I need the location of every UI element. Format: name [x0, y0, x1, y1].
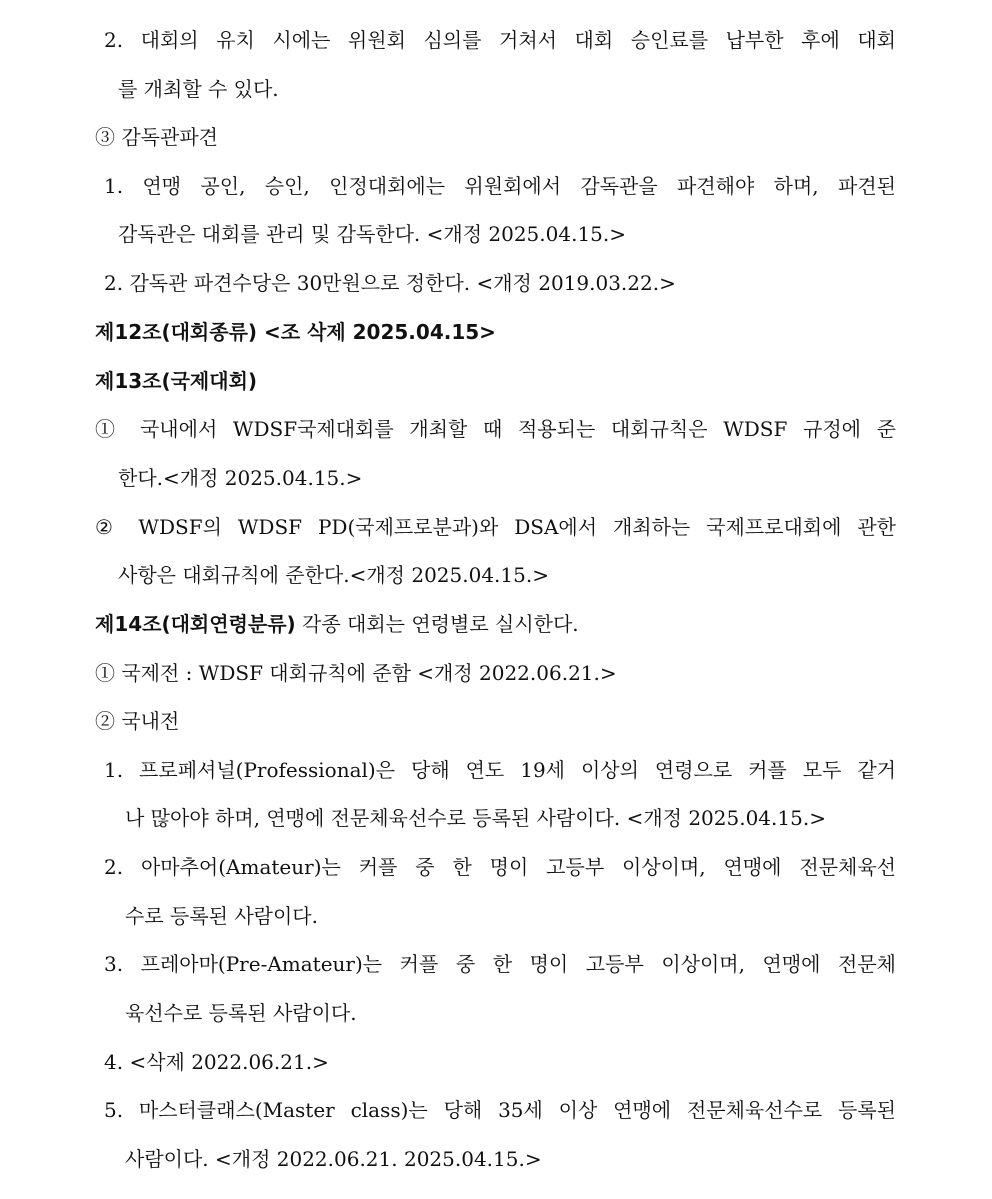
- domestic-item-3-line-1: 3. 프레아마(Pre-Amateur)는 커플 중 한 명이 고등부 이상이며, 연맹에 전문체: [104, 952, 896, 976]
- clause-2-item-2-line-2: 를 개최할 수 있다.: [118, 77, 279, 101]
- subsection-3-heading: ③ 감독관파견: [95, 125, 218, 149]
- article-14-text: 각종 대회는 연령별로 실시한다.: [295, 612, 579, 636]
- article-14-paragraph-2-heading: ② 국내전: [95, 709, 180, 733]
- article-13-paragraph-1-line-2: 한다.<개정 2025.04.15.>: [118, 466, 363, 490]
- article-13-paragraph-2-line-1: ② WDSF의 WDSF PD(국제프로분과)와 DSA에서 개최하는 국제프로대회에 관한: [95, 515, 896, 539]
- domestic-item-1-line-2: 나 많아야 하며, 연맹에 전문체육선수로 등록된 사람이다. <개정 2025.04.15.>: [125, 806, 826, 830]
- article-14-line: [95, 610, 579, 638]
- article-13-heading: 제13조(국제대회): [95, 369, 258, 393]
- article-12-heading: 제12조(대회종류) <조 삭제 2025.04.15>: [95, 320, 496, 344]
- subsection-3-item-1-line-2: 감독관은 대회를 관리 및 감독한다. <개정 2025.04.15.>: [118, 222, 627, 246]
- domestic-item-5-line-2: 사람이다. <개정 2022.06.21. 2025.04.15.>: [125, 1147, 542, 1171]
- subsection-3-item-1-line-1: 1. 연맹 공인, 승인, 인정대회에는 위원회에서 감독관을 파견해야 하며, 파견된: [104, 174, 896, 198]
- article-14-heading: 제14조(대회연령분류): [95, 612, 296, 636]
- subsection-3-item-2: 2. 감독관 파견수당은 30만원으로 정한다. <개정 2019.03.22.>: [104, 271, 676, 295]
- article-13-paragraph-2-line-2: 사항은 대회규칙에 준한다.<개정 2025.04.15.>: [118, 563, 549, 587]
- domestic-item-2-line-1: 2. 아마추어(Amateur)는 커플 중 한 명이 고등부 이상이며, 연맹에 전문체육선: [104, 855, 896, 879]
- article-14-paragraph-1: ① 국제전 : WDSF 대회규칙에 준함 <개정 2022.06.21.>: [95, 661, 617, 685]
- article-13-paragraph-1-line-1: ① 국내에서 WDSF국제대회를 개최할 때 적용되는 대회규칙은 WDSF 규정에 준: [95, 417, 896, 441]
- domestic-item-4: 4. <삭제 2022.06.21.>: [104, 1050, 329, 1074]
- domestic-item-1-line-1: 1. 프로페셔널(Professional)은 당해 연도 19세 이상의 연령으로 커플 모두 같거: [104, 758, 896, 782]
- domestic-item-2-line-2: 수로 등록된 사람이다.: [125, 904, 318, 928]
- clause-2-item-2-line-1: 2. 대회의 유치 시에는 위원회 심의를 거쳐서 대회 승인료를 납부한 후에 대회: [104, 28, 896, 52]
- domestic-item-3-line-2: 육선수로 등록된 사람이다.: [125, 1001, 357, 1025]
- domestic-item-5-line-1: 5. 마스터클래스(Master class)는 당해 35세 이상 연맹에 전문체육선수로 등록된: [104, 1098, 896, 1122]
